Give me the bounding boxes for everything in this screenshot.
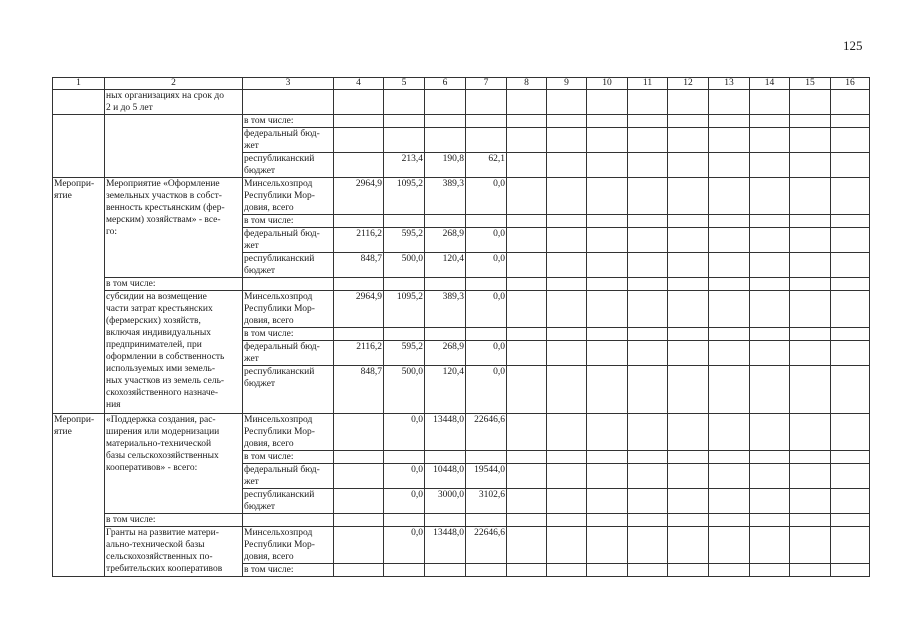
event-description: Мероприятие «Оформление земельных участков в собст- венность крестьянским (фер- мерским) хозяйствам» - все- го: [105,178,243,278]
value-cell: 22646,6 [466,414,507,451]
header-row [53,78,870,90]
including-label: в том числе: [105,514,243,527]
source-cell: республиканский бюджет [243,153,334,178]
header-cell: 15 [790,78,831,90]
event-description: Гранты на развитие матери- ально-технической базы сельскохозяйственных по- требительских кооперативов [105,527,243,577]
value-cell: 500,0 [384,253,425,278]
value-cell: 1095,2 [384,178,425,215]
value-cell: 500,0 [384,366,425,414]
value-cell: 190,8 [425,153,466,178]
header-cell: 13 [709,78,750,90]
source-cell: в том числе: [243,115,334,128]
header-cell: 8 [507,78,547,90]
table-row [53,527,870,564]
value-cell: 595,2 [384,228,425,253]
source-cell: республиканский бюджет [243,489,334,514]
event-description: «Поддержка создания, рас- ширения или модернизации материально-технической базы сельскохозяйственных кооперативов» - всего: [105,414,243,514]
event-description: субсидии на возмещение части затрат крестьянских (фермерских) хозяйств, включая индивидуальных предпринимателей, при оформлении в собственность используемых ими земель- ных участков из земель сель- скохозяйственного назначе- ния [105,291,243,414]
event-type: Меропри- ятие [53,178,105,414]
source-cell: федеральный бюд- жет [243,128,334,153]
header-cell: 3 [243,78,334,90]
value-cell: 10448,0 [425,464,466,489]
value-cell: 268,9 [425,341,466,366]
value-cell: 22646,6 [466,527,507,564]
page-number: 125 [843,38,863,53]
table-row [53,514,870,527]
value-cell: 268,9 [425,228,466,253]
budget-table [52,77,870,577]
source-cell: федеральный бюд- жет [243,464,334,489]
value-cell: 3102,6 [466,489,507,514]
header-cell: 14 [750,78,790,90]
source-cell: в том числе: [243,564,334,577]
header-cell: 10 [587,78,628,90]
value-cell: 0,0 [466,228,507,253]
value-cell: 848,7 [334,253,384,278]
value-cell: 0,0 [384,527,425,564]
value-cell: 848,7 [334,366,384,414]
value-cell: 3000,0 [425,489,466,514]
value-cell: 0,0 [384,464,425,489]
header-cell: 9 [547,78,587,90]
table-row [53,414,870,451]
table-row [53,291,870,328]
value-cell: 1095,2 [384,291,425,328]
header-cell: 4 [334,78,384,90]
header-cell: 6 [425,78,466,90]
value-cell: 13448,0 [425,527,466,564]
source-cell: в том числе: [243,328,334,341]
value-cell: 2116,2 [334,341,384,366]
source-cell: Минсельхозпрод Республики Мор- довия, всего [243,414,334,451]
value-cell: 595,2 [384,341,425,366]
table-row [53,278,870,291]
source-cell: в том числе: [243,215,334,228]
header-cell: 7 [466,78,507,90]
value-cell: 389,3 [425,178,466,215]
source-cell: республиканский бюджет [243,253,334,278]
value-cell: 213,4 [384,153,425,178]
value-cell: 0,0 [384,414,425,451]
value-cell: 0,0 [466,178,507,215]
header-cell: 11 [628,78,668,90]
value-cell: 120,4 [425,366,466,414]
source-cell: Минсельхозпрод Республики Мор- довия, всего [243,527,334,564]
value-cell: 19544,0 [466,464,507,489]
header-cell: 12 [668,78,709,90]
header-cell: 1 [53,78,105,90]
table-row [53,115,870,128]
table-row [53,178,870,215]
source-cell: Минсельхозпрод Республики Мор- довия, всего [243,178,334,215]
table-row [53,90,870,115]
value-cell: 389,3 [425,291,466,328]
value-cell: 0,0 [466,291,507,328]
value-cell: 13448,0 [425,414,466,451]
header-cell: 2 [105,78,243,90]
source-cell: федеральный бюд- жет [243,341,334,366]
including-label: в том числе: [105,278,243,291]
value-cell: 0,0 [384,489,425,514]
value-cell: 0,0 [466,366,507,414]
value-cell: 0,0 [466,341,507,366]
source-cell: в том числе: [243,451,334,464]
value-cell: 2964,9 [334,291,384,328]
header-cell: 5 [384,78,425,90]
value-cell: 0,0 [466,253,507,278]
source-cell: Минсельхозпрод Республики Мор- довия, всего [243,291,334,328]
value-cell: 2116,2 [334,228,384,253]
event-type: Меропри- ятие [53,414,105,577]
source-cell: федеральный бюд- жет [243,228,334,253]
value-cell: 120,4 [425,253,466,278]
header-cell: 16 [831,78,870,90]
value-cell: 62,1 [466,153,507,178]
source-cell: республиканский бюджет [243,366,334,414]
value-cell: 2964,9 [334,178,384,215]
event-description: ных организациях на срок до 2 и до 5 лет [105,90,243,115]
